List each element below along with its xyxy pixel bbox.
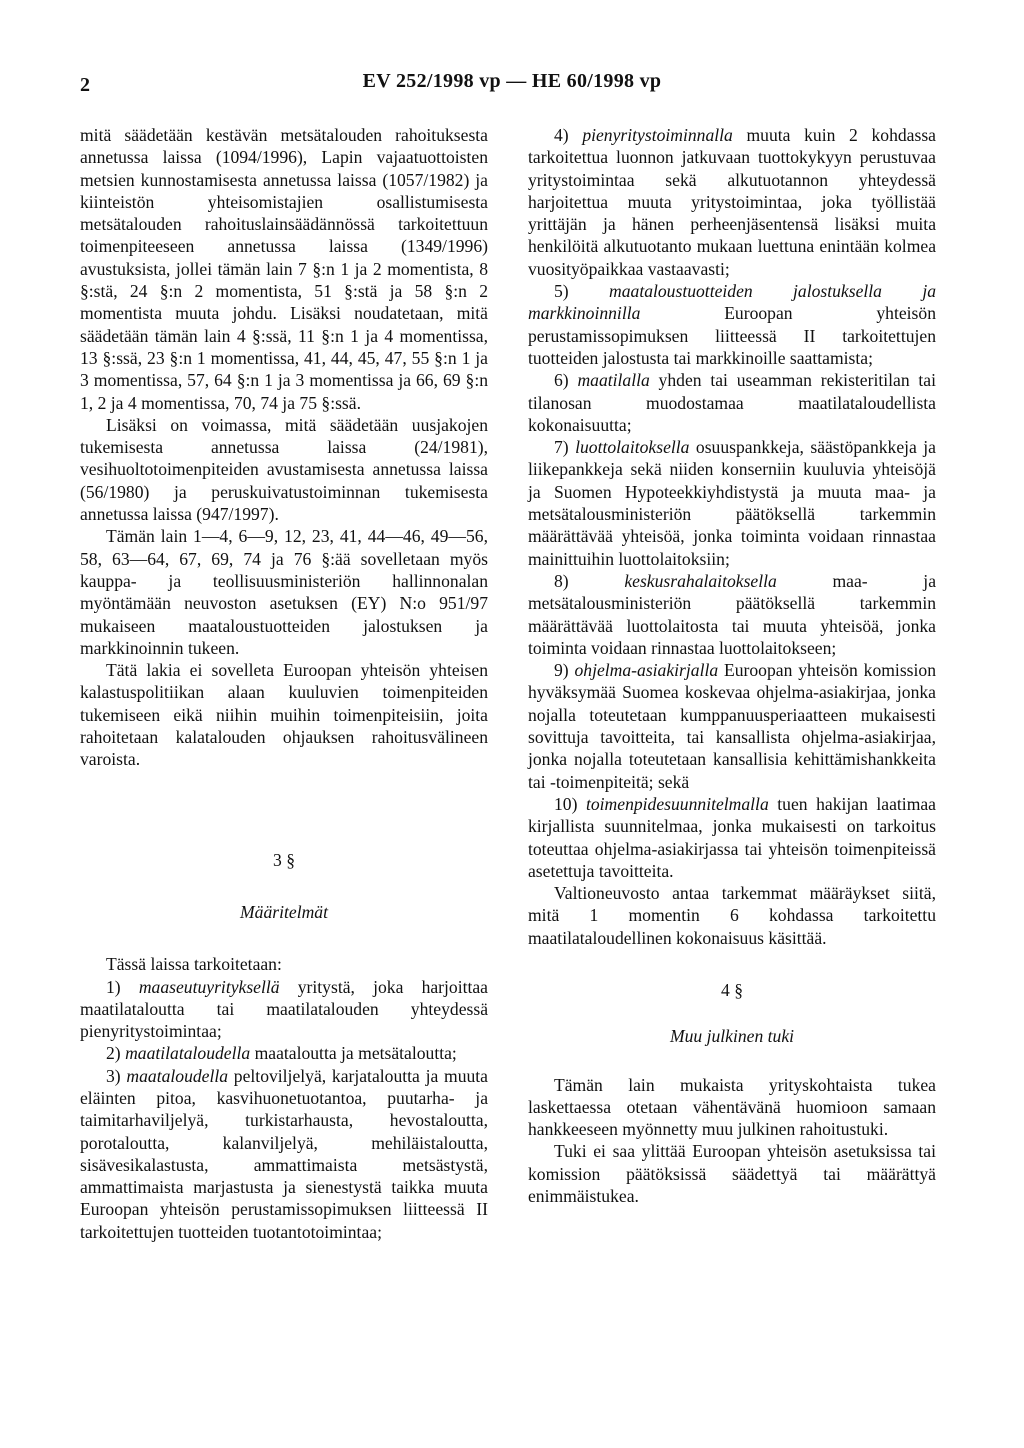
paragraph: mitä säädetään kestävän metsätalouden rahoituksesta annetussa laissa (1094/1996), Lapin vajaatuottoisten metsien kunnostamisesta annetussa laissa (1057/1982) ja kiinteistön yhteisomistajien osallistumisesta metsätalouden rahoituslainsäädännössä tarkoitettuun toimenpiteeseen annetussa laissa (1349/1996) avustuksista, jollei tämän lain 7 §:n 1 ja 2 momentista, 8 §:stä, 24 §:n 2 momentista, 51 §:stä ja 58 §:n 2 momentista muuta johdu. Lisäksi noudatetaan, mitä säädetään tämän lain 4 §:ssä, 11 §:n 1 ja 4 momentissa, 13 §:ssä, 23 §:n 1 momentissa, 41, 44, 45, 47, 55 §:n 1 ja 3 momentissa, 57, 64 §:n 1 ja 3 momentissa ja 66, 69 §:n 1, 2 ja 4 momentissa, 70, 74 ja 75 §:ssä.: [80, 125, 488, 413]
defined-term: maaseutuyrityksellä: [138, 976, 280, 997]
defined-term: toimenpidesuunnitelmalla: [585, 793, 769, 814]
item-text: Euroopan yhteisön komission hyväksymää Suomea koskevaa ohjelma-asiakirjaa, jonka nojalla toteutetaan kumppanuusperiaatteen mukaisesti sovittuja tavoitteita, tai kansallista ohjelma-asiakirjaa, jonka nojalla toteutetaan kansallisia kehittämishankkeita tai -toimenpiteitä; sekä: [528, 660, 936, 792]
item-number: 9): [554, 660, 575, 681]
defined-term: maataloustuotteiden jalostuksella ja markkinoinnilla: [528, 281, 937, 324]
item-text: maa- ja metsätalousministeriön päätöksellä tarkemmin määrättävää luottolaitosta tai muuta yhteisöä, jonka toiminta voidaan rinnastaa luottolaitokseen;: [528, 570, 937, 658]
right-column: [528, 124, 936, 1207]
item-number: 3): [106, 1065, 127, 1086]
definition-item: [528, 369, 936, 436]
item-text: osuuspankkeja, säästöpankkeja ja liikepankkeja sekä niiden konserniin kuuluvia yhteisöjä ja Suomen Hypoteekkiyhdistystä ja muuta maa- ja metsätalousministeriön päätöksellä tarkemmin määrättävää yhteisöä, jonka toiminta voidaan rinnastaa mainittuihin luottolaitoksiin;: [528, 437, 936, 569]
section-intro: Tässä laissa tarkoitetaan:: [106, 954, 282, 975]
item-number: 6): [554, 370, 578, 391]
item-number: 10): [554, 793, 586, 814]
defined-term: maatilalla: [577, 370, 650, 391]
item-text: tuen hakijan laatimaa kirjallista suunnitelmaa, jonka mukaisesti on tarkoitus toteuttaa ohjelma-asiakirjassa tai yhteisön toimenpiteissä asetettuja tavoitteita.: [528, 793, 936, 881]
item-number: 8): [554, 570, 625, 591]
item-number: 7): [554, 437, 576, 458]
paragraph: Tuki ei saa ylittää Euroopan yhteisön asetuksissa tai komission päätöksissä säädettyä tai määrättyä enimmäistukea.: [528, 1141, 936, 1207]
item-number: 4): [554, 125, 583, 145]
defined-term: maatilataloudella: [125, 1043, 251, 1064]
section-title: Muu julkinen tuki: [669, 1026, 795, 1047]
definition-item: [80, 1042, 488, 1064]
paragraph: Lisäksi on voimassa, mitä säädetään uusjakojen tukemisesta annetussa laissa (24/1981), vesihuoltotoimenpiteiden avustamisesta annetussa laissa (56/1980) ja peruskuivatustoiminnan tukemisesta annetussa laissa (947/1997).: [80, 414, 488, 525]
definition-item: [528, 570, 936, 659]
definition-item: [528, 124, 936, 280]
item-text: peltoviljelyä, karjataloutta ja muuta eläinten pitoa, kasvihuonetuotantoa, puutarha- ja taimitarhaviljelyä, turkistarhausta, hevostaloutta, porotaloutta, kalanviljelyä, mehiläistaloutta, sisävesikalastusta, ammattimaista metsästystä, ammattimaista marjastusta ja sienestystä taikka muuta Euroopan yhteisön perustamissopimuksen liitteessä II tarkoitettujen tuotteiden tuotantotoimintaa;: [80, 1065, 488, 1242]
running-header: EV 252/1998 vp — HE 60/1998 vp: [362, 70, 662, 92]
item-number: 5): [554, 281, 610, 302]
item-number: 1): [106, 976, 139, 997]
definition-item: [528, 436, 936, 570]
section-title: Määritelmät: [240, 901, 328, 922]
definition-item: [528, 280, 936, 369]
closing-paragraph: Valtioneuvosto antaa tarkemmat määräykset siitä, mitä 1 momentin 6 kohdassa tarkoitettu maatilataloudellinen kokonaisuus käsittää.: [528, 883, 936, 948]
defined-term: keskusrahalaitoksella: [624, 570, 777, 591]
section-number: 4 §: [721, 979, 743, 1000]
defined-term: ohjelma-asiakirjalla: [574, 660, 719, 681]
defined-term: pienyritystoiminnalla: [582, 125, 733, 145]
item-text: yhden tai useamman rekisteritilan tai tilanosan muodostamaa maatilataloudellista kokonaisuutta;: [528, 370, 936, 435]
defined-term: luottolaitoksella: [575, 437, 690, 458]
item-number: 2): [106, 1043, 126, 1064]
paragraph: Tämän lain mukaista yrityskohtaista tukea laskettaessa otetaan vähentävänä huomioon samaan hankkeeseen myönnetty muu julkinen rahoitustuki.: [528, 1074, 936, 1140]
left-column: [80, 124, 488, 1243]
paragraph: Tämän lain 1—4, 6—9, 12, 23, 41, 44—46, 49—56, 58, 63—64, 67, 69, 74 ja 76 §:ää sovelletaan myös kauppa- ja teollisuusministeriön hallinnonalan myöntämään neuvoston asetuksen (EY) N:o 951/97 mukaiseen maataloustuotteiden jalostuksen ja markkinoinnin tukeen.: [80, 526, 488, 658]
page-number: 2: [80, 74, 90, 96]
item-text: muuta kuin 2 kohdassa tarkoitettua luonnon jatkuvaan tuottokykyyn perustuvaa yritystoimintaa sekä alkutuotannon yhteydessä harjoitettua muuta yritystoimintaa, joka työllistää yrittäjän ja hänen perheenjäsentensä lisäksi muita henkilöitä alkutuotanto mukaan luettuna enintään kolmea vuosityöpaikkaa vastaavasti;: [528, 125, 936, 279]
paragraph: Tätä lakia ei sovelleta Euroopan yhteisön yhteisen kalastuspolitiikan alaan kuuluvien toimenpiteiden tukemiseen eikä niihin muihin toimenpiteisiin, joita rahoitetaan kalatalouden ohjauksen rahoitusvälineen varoista.: [80, 660, 488, 770]
definition-item: [528, 659, 936, 793]
item-text: yritystä, joka harjoittaa maatilataloutta tai maatilatalouden yhteydessä pienyritystoimintaa;: [80, 976, 488, 1042]
defined-term: maataloudella: [126, 1065, 229, 1086]
item-text: maataloutta ja metsätaloutta;: [250, 1043, 457, 1064]
definition-item: [80, 1065, 488, 1243]
section-number: 3 §: [273, 849, 295, 870]
definition-item: [80, 976, 488, 1043]
definition-item: [528, 793, 936, 882]
item-text: Euroopan yhteisön perustamissopimuksen liitteessä II tarkoitettujen tuotteiden jalostusta tai markkinoille saattamista;: [528, 303, 936, 368]
